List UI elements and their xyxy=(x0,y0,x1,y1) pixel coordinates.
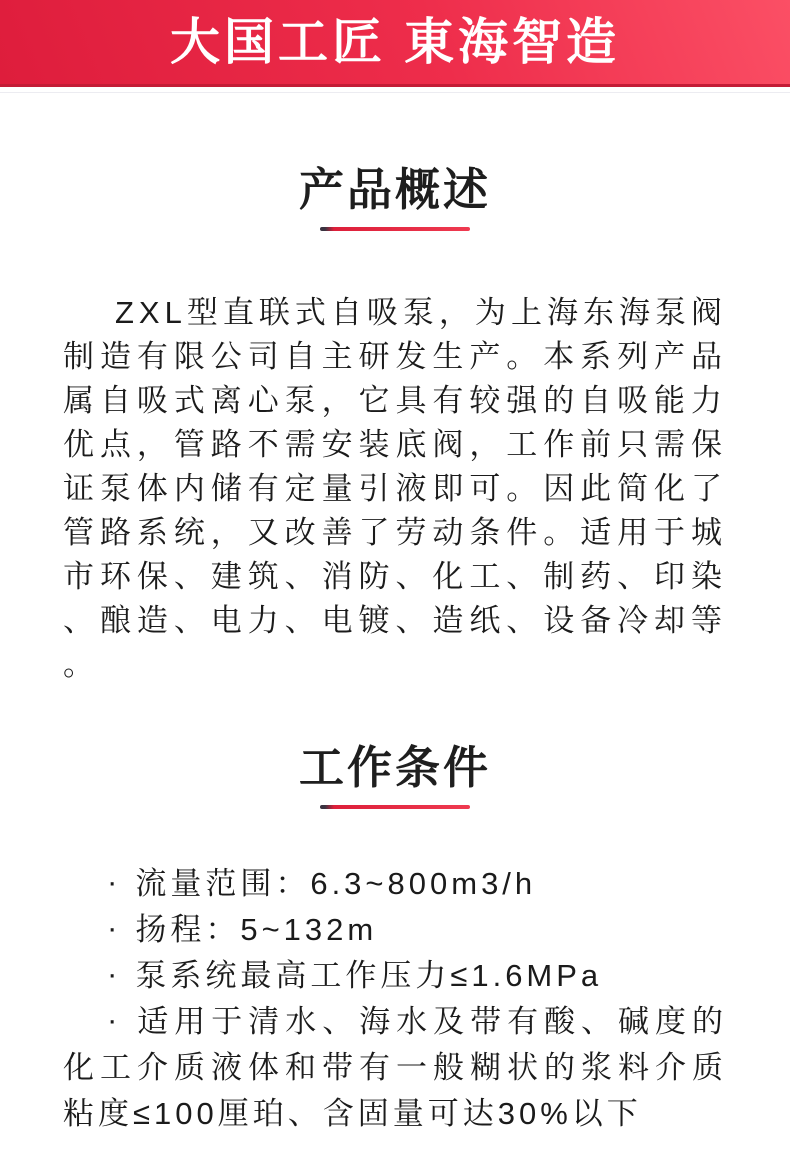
overview-title-underline xyxy=(320,227,470,231)
condition-applicable-media: 适用于清水、海水及带有酸、碱度的化工介质液体和带有一般糊状的浆料介质粘度≤100厘珀、含固量可达30%以下 xyxy=(63,1004,727,1131)
list-item xyxy=(63,907,727,953)
condition-head: 扬程：5~132m xyxy=(135,912,378,947)
section-working-conditions xyxy=(0,742,790,1137)
condition-max-pressure: 泵系统最高工作压力≤1.6MPa xyxy=(135,958,603,993)
conditions-section-title: 工作条件 xyxy=(298,742,491,793)
overview-paragraph: ZXL型直联式自吸泵，为上海东海泵阀制造有限公司自主研发生产。本系列产品属自吸式离心泵，它具有较强的自吸能力优点，管路不需安装底阀，工作前只需保证泵体内储有定量引液即可。因此简化了管路系统，又改善了劳动条件。适用于城市环保、建筑、消防、化工、制药、印染、酿造、电力、电镀、造纸、设备冷却等。 xyxy=(63,295,727,682)
bullet-dot-icon: · xyxy=(107,956,122,991)
bullet-dot-icon: · xyxy=(107,1002,122,1037)
banner-title: 大国工匠 東海智造 xyxy=(170,14,620,70)
bullet-dot-icon: · xyxy=(107,864,122,899)
list-item xyxy=(63,999,727,1137)
conditions-title-underline xyxy=(320,805,470,809)
overview-section-title: 产品概述 xyxy=(298,164,491,215)
conditions-list xyxy=(63,861,727,1137)
section-product-overview xyxy=(0,164,790,687)
top-banner xyxy=(0,0,790,87)
bullet-dot-icon: · xyxy=(107,910,122,945)
banner-shadow-divider xyxy=(0,92,790,93)
list-item xyxy=(63,953,727,999)
list-item xyxy=(63,861,727,907)
condition-flow-range: 流量范围：6.3~800m3/h xyxy=(135,866,537,901)
